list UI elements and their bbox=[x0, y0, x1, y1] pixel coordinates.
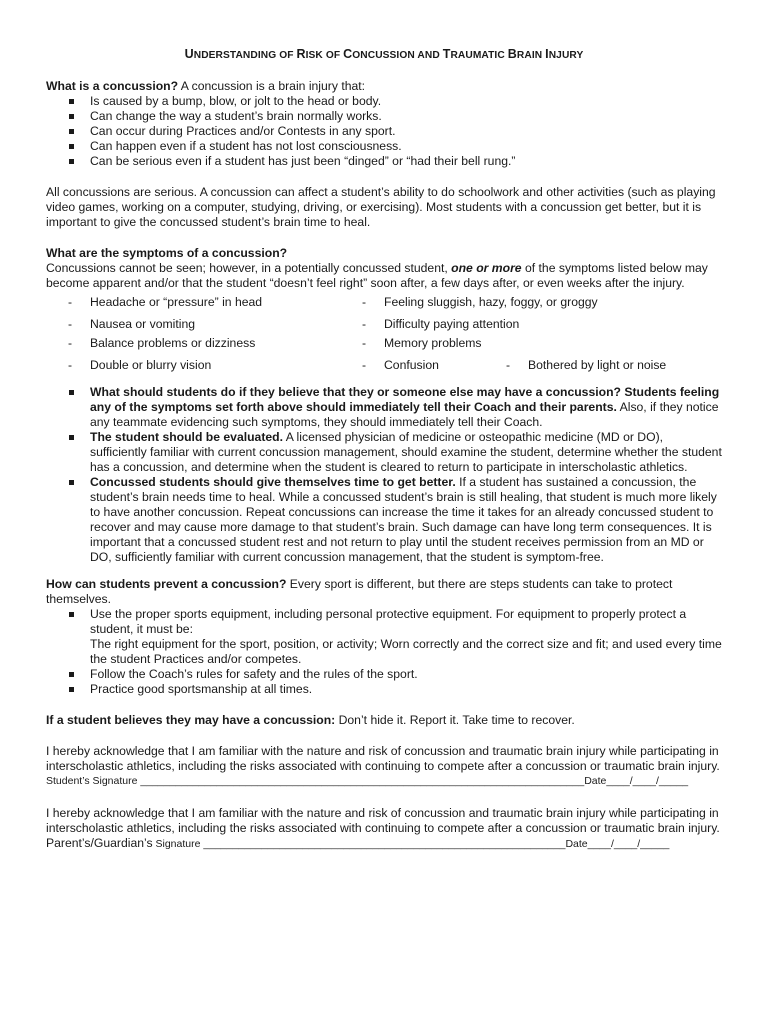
action-bold: Concussed students should give themselves time to get better. bbox=[90, 475, 456, 489]
list-item: Can happen even if a student has not lost consciousness. bbox=[68, 139, 722, 154]
parent-ack-text: I hereby acknowledge that I am familiar with the nature and risk of concussion and traumatic brain injury while participating in interscholastic athletics, including the risks associated with continuing to compete after a concussion or traumatic brain injury. bbox=[46, 806, 720, 835]
symptom-item: Double or blurry vision bbox=[90, 358, 212, 372]
symptom-item: Confusion bbox=[384, 358, 439, 372]
list-item bbox=[68, 385, 722, 430]
title-part: T bbox=[442, 47, 451, 61]
dash: - bbox=[362, 358, 367, 372]
what-is-heading: What is a concussion? bbox=[46, 79, 179, 93]
student-signature-label: Student’s Signature bbox=[46, 775, 138, 787]
symptom-row bbox=[68, 317, 722, 332]
believe-paragraph bbox=[46, 713, 722, 728]
all-serious-paragraph: All concussions are serious. A concussion can affect a student’s ability to do schoolwork and other activities (such as playing video games, working on a computer, studying, driving, or exercising). Most students with a concussion get better, but it is important to give the concussed student’s brain time to heal. bbox=[46, 185, 716, 229]
title-part: NJURY bbox=[548, 50, 584, 61]
symptoms-heading: What are the symptoms of a concussion? bbox=[46, 246, 288, 260]
what-is-intro-text: A concussion is a brain injury that: bbox=[178, 79, 366, 93]
list-item bbox=[68, 475, 722, 565]
symptoms-intro-b: of the symptoms listed below may become apparent and/or that the student “doesn’t feel right” soon after, a few days after, or even weeks after the injury. bbox=[46, 261, 708, 290]
title-part: RAUMATIC bbox=[450, 50, 508, 61]
dash: - bbox=[506, 358, 511, 372]
symptom-row bbox=[68, 336, 722, 351]
action-text: If a student has sustained a concussion, the student’s brain needs time to heal. While a concussed student’s brain is still healing, that student is much more likely to have another concussion. Repeat concussions can increase the time it takes for an already concussed student to recover and may cause more damage to that student’s brain. Such damage can have long term consequences. It is important that a concussed student rest and not return to play until the student receives permission from an MD or DO, sufficiently familiar with current concussion management, that the student is symptom-free. bbox=[90, 475, 717, 564]
title-part: ISK OF bbox=[305, 50, 344, 61]
title-part: RAIN bbox=[516, 50, 546, 61]
symptoms-intro-emphasis: one or more bbox=[451, 261, 522, 275]
list-item: Can occur during Practices and/or Contests in any sport. bbox=[68, 124, 722, 139]
prevent-section bbox=[46, 577, 722, 697]
symptom-item: Balance problems or dizziness bbox=[90, 336, 256, 350]
parent-signature-label: Parent’s/Guardian’s bbox=[46, 836, 153, 850]
list-item: Follow the Coach’s rules for safety and the rules of the sport. bbox=[68, 667, 722, 682]
dash: - bbox=[362, 317, 367, 331]
student-signature-field[interactable]: ____________________________________________________________________________ bbox=[137, 775, 585, 787]
list-item: Is caused by a bump, blow, or jolt to the head or body. bbox=[68, 94, 722, 109]
parent-acknowledgement bbox=[46, 806, 722, 852]
dash: - bbox=[68, 336, 73, 350]
title-part: I bbox=[545, 47, 549, 61]
action-bold: The student should be evaluated. bbox=[90, 430, 283, 444]
parent-date-field[interactable]: Date____/____/_____ bbox=[565, 838, 670, 850]
symptom-item: Memory problems bbox=[384, 336, 482, 350]
student-date-field[interactable]: Date____/____/_____ bbox=[584, 775, 689, 787]
dash: - bbox=[68, 295, 73, 309]
prevent-list bbox=[46, 607, 722, 697]
prevent-item-text: Use the proper sports equipment, including personal protective equipment. For equipment to properly protect a student, it must be: bbox=[90, 607, 687, 636]
student-signature-row bbox=[46, 774, 722, 789]
action-list bbox=[46, 385, 722, 565]
parent-signature-label-suffix: Signature bbox=[152, 838, 201, 850]
symptoms-intro bbox=[46, 261, 722, 291]
list-item: Can be serious even if a student has just been “dinged” or “had their bell rung.” bbox=[68, 154, 722, 169]
what-is-list bbox=[46, 94, 722, 169]
symptom-list bbox=[68, 295, 722, 373]
symptom-item: Headache or “pressure” in head bbox=[90, 295, 263, 309]
prevent-heading: How can students prevent a concussion? bbox=[46, 577, 287, 591]
title-part: U bbox=[184, 47, 194, 61]
prevent-text: Every sport is different, but there are steps students can take to protect themselves. bbox=[46, 577, 673, 606]
title-part: ONCUSSION AND bbox=[352, 50, 443, 61]
what-is-intro bbox=[46, 79, 722, 94]
dash: - bbox=[68, 358, 73, 372]
list-item: Can change the way a student’s brain normally works. bbox=[68, 109, 722, 124]
dash: - bbox=[68, 317, 73, 331]
title-part: B bbox=[507, 47, 517, 61]
title-part: NDERSTANDING OF bbox=[193, 50, 297, 61]
page-title bbox=[46, 47, 722, 63]
prevent-item-subtext: The right equipment for the sport, position, or activity; Worn correctly and the correct size and fit; and used every time the student Practices and/or competes. bbox=[90, 637, 722, 666]
prevent-intro bbox=[46, 577, 722, 607]
symptom-row bbox=[68, 358, 722, 373]
symptoms-section bbox=[46, 246, 722, 373]
action-bold: What should students do if they believe that they or someone else may have a concussion? Students feeling any of the symptoms set forth above should immediately tell their Coach and their parents. bbox=[90, 385, 720, 414]
title-part: C bbox=[343, 47, 353, 61]
title-part: R bbox=[296, 47, 306, 61]
action-text: A licensed physician of medicine or osteopathic medicine (MD or DO), sufficiently familiar with current concussion management, should examine the student, determine whether the student has a concussion, and determine when the student is cleared to return to participate in interscholastic athletics. bbox=[90, 430, 722, 474]
symptom-item: Difficulty paying attention bbox=[384, 317, 520, 331]
list-item bbox=[68, 430, 722, 475]
believe-text: Don’t hide it. Report it. Take time to recover. bbox=[335, 713, 575, 727]
student-ack-text: I hereby acknowledge that I am familiar with the nature and risk of concussion and traumatic brain injury while participating in interscholastic athletics, including the risks associated with continuing to compete after a concussion or traumatic brain injury. bbox=[46, 744, 720, 773]
symptom-item: Nausea or vomiting bbox=[90, 317, 195, 331]
what-is-section bbox=[46, 79, 722, 169]
symptom-item: Bothered by light or noise bbox=[528, 358, 667, 372]
dash: - bbox=[362, 336, 367, 350]
list-item: Practice good sportsmanship at all times. bbox=[68, 682, 722, 697]
list-item bbox=[68, 607, 722, 667]
parent-signature-row bbox=[46, 836, 722, 852]
symptoms-intro-a: Concussions cannot be seen; however, in a potentially concussed student, bbox=[46, 261, 452, 275]
dash: - bbox=[362, 295, 367, 309]
student-acknowledgement bbox=[46, 744, 722, 789]
symptom-item: Feeling sluggish, hazy, foggy, or groggy bbox=[384, 295, 598, 309]
symptom-row bbox=[68, 295, 722, 310]
parent-signature-field[interactable]: ______________________________________________________________ bbox=[200, 838, 566, 850]
action-text: Also, if they notice any teammate evidencing such symptoms, they should immediately tell their Coach. bbox=[90, 400, 719, 429]
believe-bold: If a student believes they may have a concussion: bbox=[46, 713, 336, 727]
